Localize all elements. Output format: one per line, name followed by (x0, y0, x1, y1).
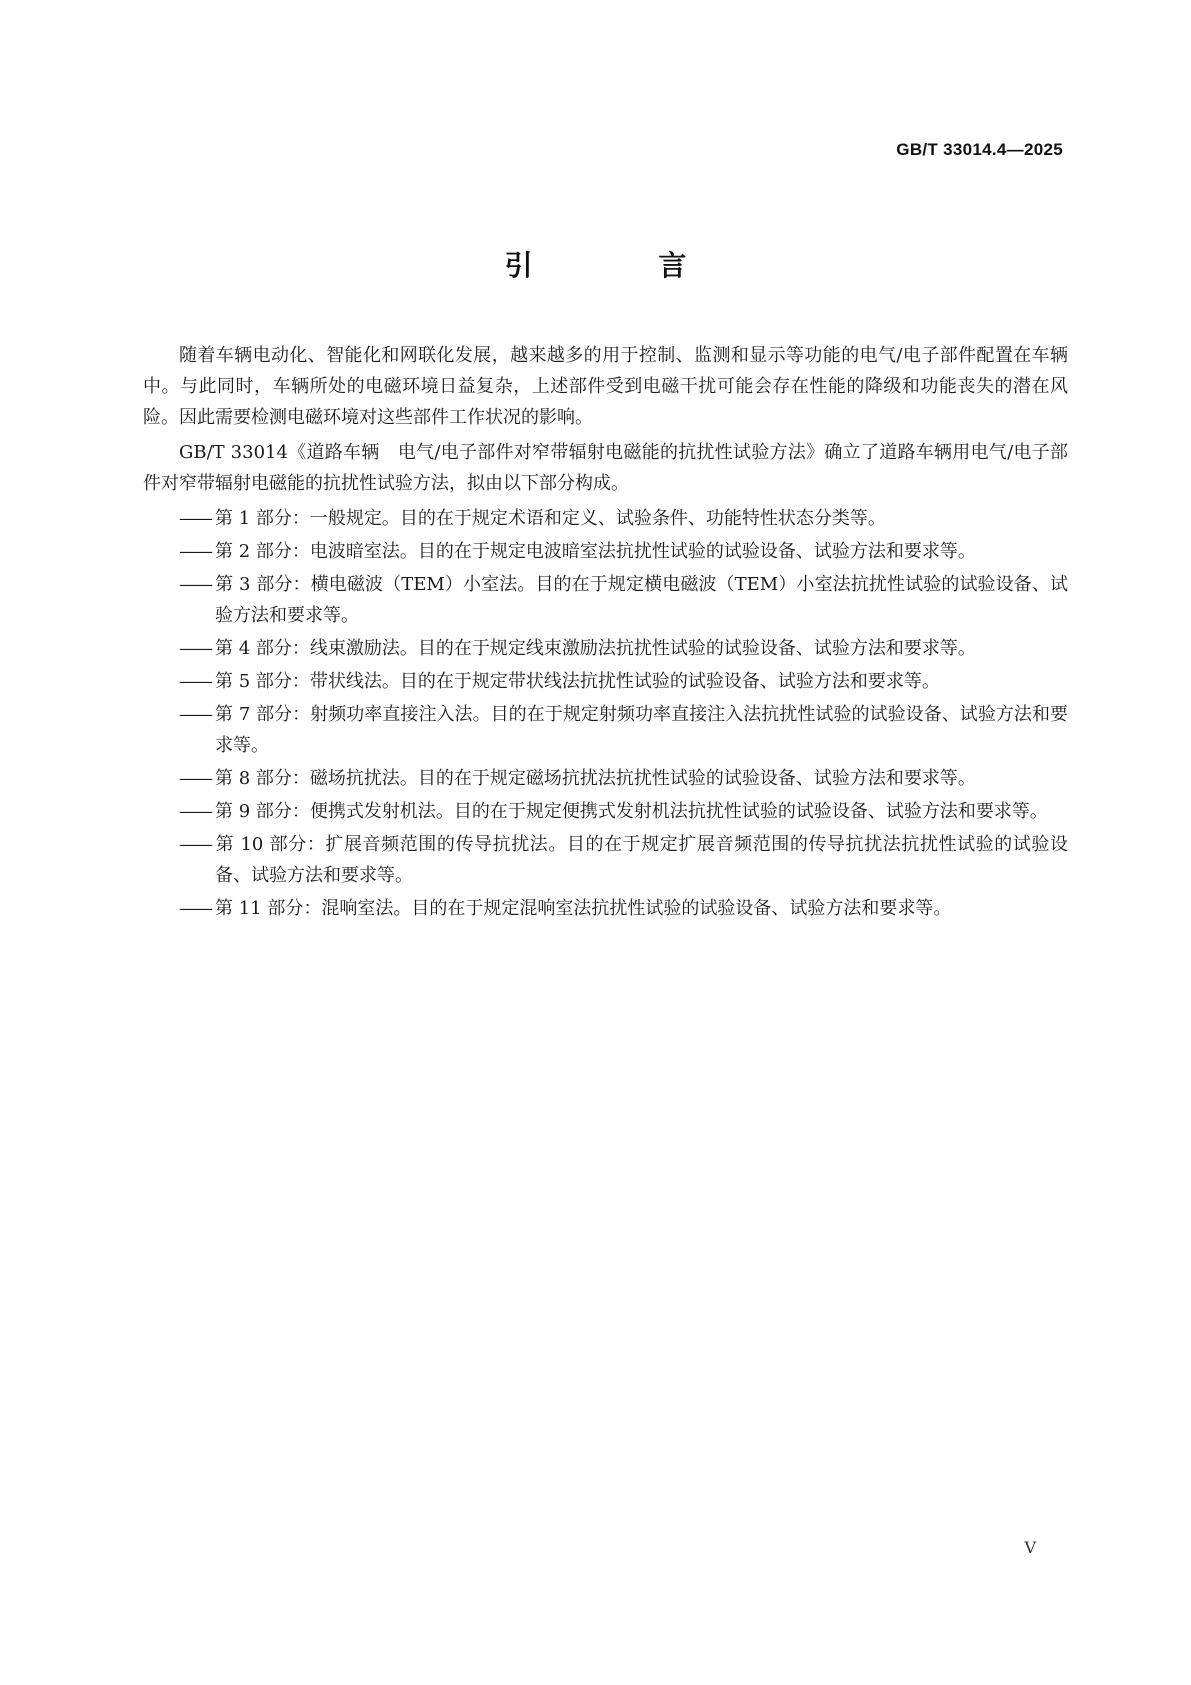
list-item (143, 893, 1068, 924)
parts-list (143, 503, 1068, 924)
list-item (143, 829, 1068, 891)
document-body (143, 340, 1068, 926)
list-item (143, 536, 1068, 567)
list-item (143, 633, 1068, 664)
list-item-text: 第 10 部分：扩展音频范围的传导抗扰法。目的在于规定扩展音频范围的传导抗扰法抗扰性试验的试验设备、试验方法和要求等。 (215, 834, 1068, 886)
list-dash: —— (179, 508, 211, 529)
list-dash: —— (179, 671, 211, 692)
list-item-text: 第 2 部分：电波暗室法。目的在于规定电波暗室法抗扰性试验的试验设备、试验方法和要求等。 (215, 541, 976, 562)
list-dash: —— (179, 704, 211, 725)
page-number: V (1024, 1538, 1036, 1557)
list-dash: —— (179, 801, 211, 822)
list-item-text: 第 9 部分：便携式发射机法。目的在于规定便携式发射机法抗扰性试验的试验设备、试验方法和要求等。 (215, 801, 1048, 822)
list-item (143, 796, 1068, 827)
list-dash: —— (179, 768, 211, 789)
page-title: 引 言 (504, 249, 745, 282)
list-item-text: 第 4 部分：线束激励法。目的在于规定线束激励法抗扰性试验的试验设备、试验方法和要求等。 (215, 638, 976, 659)
intro-paragraph: 随着车辆电动化、智能化和网联化发展，越来越多的用于控制、监测和显示等功能的电气/电子部件配置在车辆中。与此同时，车辆所处的电磁环境日益复杂，上述部件受到电磁干扰可能会存在性能的降级和功能丧失的潜在风险。因此需要检测电磁环境对这些部件工作状况的影响。 (143, 345, 1068, 428)
list-item (143, 763, 1068, 794)
list-dash: —— (179, 898, 211, 919)
list-dash: —— (179, 834, 211, 855)
scope-paragraph: GB/T 33014《道路车辆 电气/电子部件对窄带辐射电磁能的抗扰性试验方法》确立了道路车辆用电气/电子部件对窄带辐射电磁能的抗扰性试验方法，拟由以下部分构成。 (143, 442, 1068, 494)
list-item-text: 第 5 部分：带状线法。目的在于规定带状线法抗扰性试验的试验设备、试验方法和要求等。 (215, 671, 940, 692)
list-dash: —— (179, 638, 211, 659)
list-item (143, 699, 1068, 761)
list-item-text: 第 3 部分：横电磁波（TEM）小室法。目的在于规定横电磁波（TEM）小室法抗扰性试验的试验设备、试验方法和要求等。 (215, 574, 1068, 626)
list-item (143, 503, 1068, 534)
list-item-text: 第 8 部分：磁场抗扰法。目的在于规定磁场抗扰法抗扰性试验的试验设备、试验方法和要求等。 (215, 768, 976, 789)
list-item (143, 666, 1068, 697)
list-item-text: 第 1 部分：一般规定。目的在于规定术语和定义、试验条件、功能特性状态分类等。 (215, 508, 886, 529)
list-item-text: 第 11 部分：混响室法。目的在于规定混响室法抗扰性试验的试验设备、试验方法和要求等。 (215, 898, 952, 919)
list-dash: —— (179, 541, 211, 562)
list-item-text: 第 7 部分：射频功率直接注入法。目的在于规定射频功率直接注入法抗扰性试验的试验设备、试验方法和要求等。 (215, 704, 1068, 756)
standard-code: GB/T 33014.4—2025 (896, 140, 1063, 159)
list-item (143, 569, 1068, 631)
list-dash: —— (179, 574, 211, 595)
